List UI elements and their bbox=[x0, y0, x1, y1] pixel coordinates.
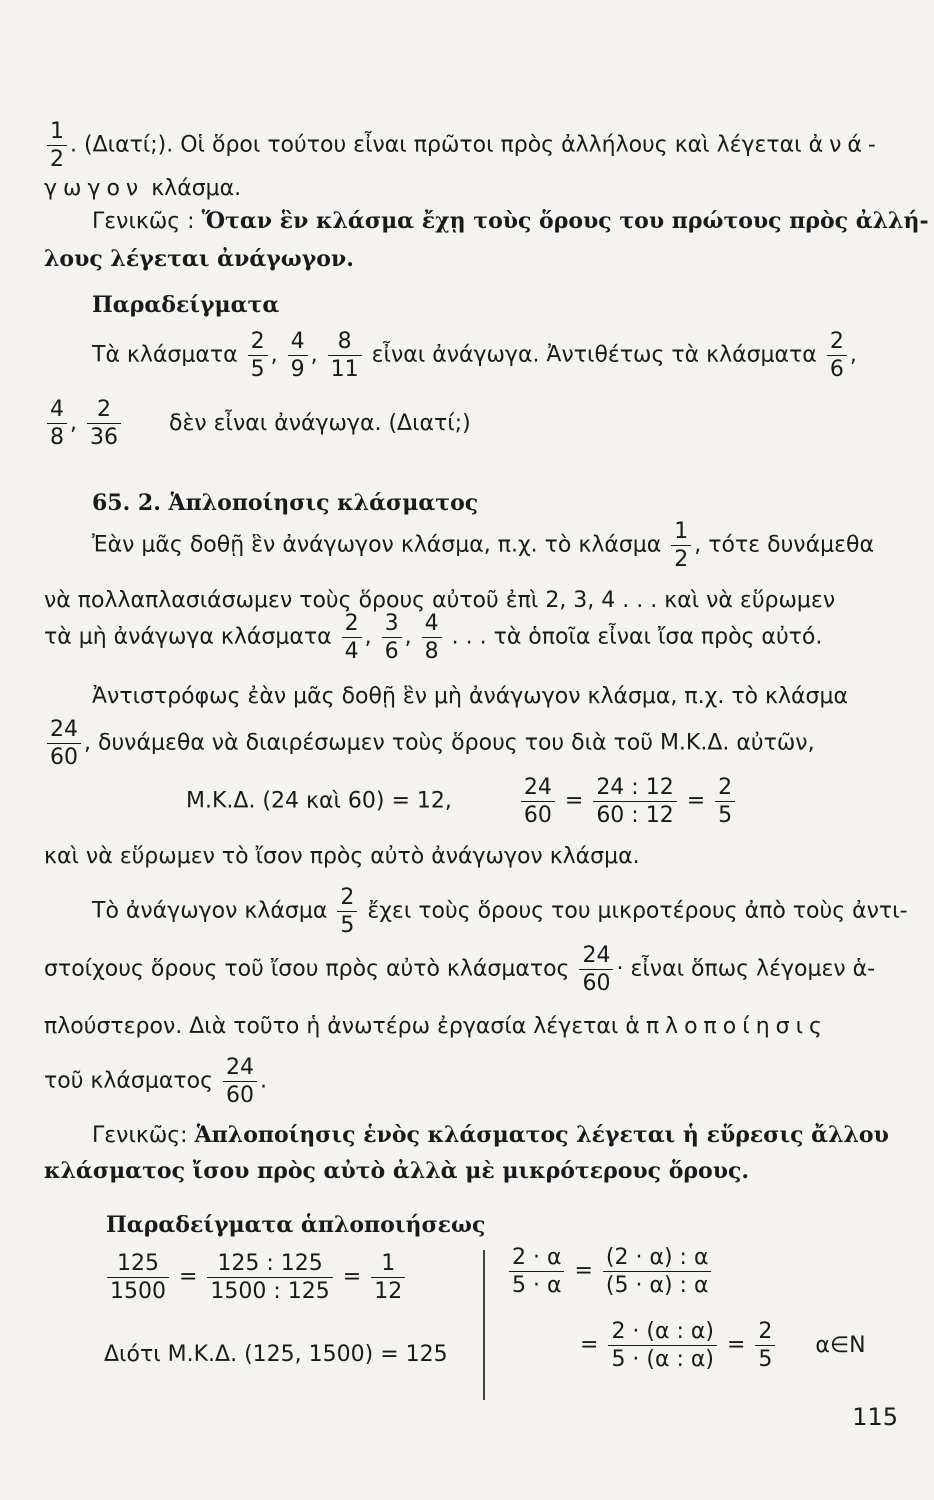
rule-1-line-1 bbox=[92, 210, 929, 233]
term-aplopoiisis: ἁπλοποίησις bbox=[625, 1014, 828, 1039]
examples-text-1: Τὰ κλάσματα bbox=[92, 342, 238, 368]
para-1-text-4: . . . τὰ ὁποῖα εἶναι ἴσα πρὸς αὐτό. bbox=[451, 624, 823, 650]
fraction: $\frac{8}{11}$ bbox=[328, 330, 362, 381]
para-2-line-1: Ἀντιστρόφως ἐὰν μᾶς δοθῇ ἓν μὴ ἀνάγωγον κλάσμα, π.χ. τὸ κλάσμα bbox=[92, 684, 848, 709]
rule-1-text-2: λους λέγεται ἀνάγωγον. bbox=[44, 246, 354, 272]
fraction: $\frac{125}{1500}$ bbox=[107, 1252, 169, 1303]
page-number: 115 bbox=[852, 1403, 898, 1431]
para-3-text-5: πλούστερον. Διὰ τοῦτο ἡ ἀνωτέρω ἐργασία λέγεται bbox=[44, 1014, 619, 1039]
para-1-line-1 bbox=[92, 520, 874, 571]
rule-2-line-2 bbox=[44, 1160, 749, 1183]
para-3-text-1: Τὸ ἀνάγωγον κλάσμα bbox=[92, 898, 328, 924]
gcd-text: Μ.Κ.Δ. (24 καὶ 60) = 12, bbox=[186, 788, 452, 814]
para-1-line-2: νὰ πολλαπλασιάσωμεν τοὺς ὅρους αὐτοῦ ἐπὶ 2, 3, 4 . . . καὶ νὰ εὕρωμεν bbox=[44, 588, 836, 613]
rule-2-text-2: κλάσματος ἴσου πρὸς αὐτὸ ἀλλὰ μὲ μικρότερους ὅρους. bbox=[44, 1158, 750, 1184]
examples-line-1: Τὰ κλάσματα $\frac{2}{5}$ , $\frac{4}{9}$ , $\frac{8}{11}$ εἶναι ἀνάγωγα. Ἀντιθέτως τὰ κλάσματα $\frac{2}{6}$ , bbox=[92, 329, 857, 383]
examples-2-right-equation-1: $\frac{2 \cdot \alpha}{5 \cdot \alpha}$ = $\frac{(2 \cdot \alpha) : \alpha}{(5 \cdot \alpha) : \alpha}$ bbox=[506, 1246, 714, 1297]
intro-text: . (Διατί;). Οἱ ὅροι τούτου εἶναι πρῶτοι πρὸς ἀλλήλους καὶ λέγεται bbox=[70, 132, 802, 158]
fraction-one-half: $\frac{1}{2}$ bbox=[47, 120, 67, 171]
fraction: $\frac{24}{60}$ bbox=[521, 776, 555, 827]
para-3-text-2: ἔχει τοὺς ὅρους του μικροτέρους ἀπὸ τοὺς ἀντι- bbox=[367, 898, 908, 924]
para-2-line-4: καὶ νὰ εὕρωμεν τὸ ἴσον πρὸς αὐτὸ ἀνάγωγον κλάσμα. bbox=[44, 844, 640, 869]
intro-line-1 bbox=[44, 120, 882, 171]
fraction: $\frac{4}{8}$ bbox=[422, 612, 442, 663]
fraction: $\frac{24}{60}$ bbox=[579, 944, 613, 995]
examples-text-2: εἶναι ἀνάγωγα. Ἀντιθέτως τὰ κλάσματα bbox=[371, 342, 817, 368]
fraction: $\frac{4}{8}$ bbox=[47, 398, 67, 449]
examples-heading: Παραδείγματα bbox=[92, 292, 280, 318]
para-3-text-6: τοῦ κλάσματος bbox=[44, 1068, 213, 1094]
para-2-text-2: , δυνάμεθα νὰ διαιρέσωμεν τοὺς ὅρους του διὰ τοῦ Μ.Κ.Δ. αὐτῶν, bbox=[84, 730, 815, 756]
para-3-line-2 bbox=[44, 944, 875, 995]
fraction: $\frac{2}{36}$ bbox=[87, 398, 121, 449]
fraction: $\frac{(2 \cdot \alpha) : \alpha}{(5 \cdot \alpha) : \alpha}$ bbox=[603, 1246, 712, 1297]
intro-text-2: κλάσμα. bbox=[144, 176, 242, 201]
para-1-line-3: τὰ μὴ ἀνάγωγα κλάσματα $\frac{2}{4}$ , $\frac{3}{6}$ , $\frac{4}{8}$ . . . τὰ ὁποῖα εἶναι ἴσα πρὸς αὐτό. bbox=[44, 611, 823, 665]
fraction: $\frac{3}{6}$ bbox=[382, 612, 402, 663]
para-2-line-2 bbox=[44, 718, 815, 769]
rule-2-text-1: Ἁπλοποίησις ἑνὸς κλάσματος λέγεται ἡ εὕρεσις ἄλλου bbox=[194, 1122, 889, 1148]
rule-1-line-2 bbox=[44, 248, 354, 271]
fraction: $\frac{2}{5}$ bbox=[755, 1320, 775, 1371]
fraction: $\frac{1}{2}$ bbox=[671, 520, 691, 571]
para-3-line-4 bbox=[44, 1056, 267, 1107]
term-anagogon-a: ἀνά- bbox=[808, 132, 882, 158]
fraction: $\frac{2}{6}$ bbox=[827, 330, 847, 381]
para-3-line-1 bbox=[92, 886, 908, 937]
fraction: $\frac{24}{60}$ bbox=[47, 718, 81, 769]
fraction: $\frac{2}{5}$ bbox=[715, 776, 735, 827]
section-title: 65. 2. Ἁπλοποίησις κλάσματος bbox=[92, 490, 479, 516]
rule-1-label: Γενικῶς : bbox=[92, 209, 202, 234]
fraction: $\frac{125 : 125}{1500 : 125}$ bbox=[207, 1252, 332, 1303]
column-divider bbox=[483, 1250, 485, 1400]
para-1-text-2: , τότε δυνάμεθα bbox=[694, 532, 874, 558]
term-anagogon-b: γωγον bbox=[44, 176, 145, 201]
examples-2-right-equation-2: = $\frac{2 \cdot (\alpha : \alpha)}{5 \cdot (\alpha : \alpha)}$ = $\frac{2}{5}$ α∈N bbox=[580, 1319, 866, 1373]
fraction: $\frac{24 : 12}{60 : 12}$ bbox=[593, 776, 676, 827]
fraction: $\frac{2}{4}$ bbox=[342, 612, 362, 663]
fraction: $\frac{1}{12}$ bbox=[371, 1252, 405, 1303]
examples-2-left-note: Διότι Μ.Κ.Δ. (125, 1500) = 125 bbox=[104, 1342, 448, 1367]
para-2-gcd-line: Μ.Κ.Δ. (24 καὶ 60) = 12, $\frac{24}{60}$ = $\frac{24 : 12}{60 : 12}$ = $\frac{2}{5}$ bbox=[186, 776, 738, 827]
para-3-text-3: στοίχους ὅρους τοῦ ἴσου πρὸς αὐτὸ κλάσματος bbox=[44, 956, 570, 982]
fraction: $\frac{4}{9}$ bbox=[288, 330, 308, 381]
para-3-line-3 bbox=[44, 1016, 828, 1038]
rule-2-label: Γενικῶς: bbox=[92, 1123, 195, 1148]
alpha-in-n-note: α∈N bbox=[815, 1332, 866, 1358]
fraction: $\frac{2 \cdot (\alpha : \alpha)}{5 \cdot (\alpha : \alpha)}$ bbox=[608, 1320, 717, 1371]
examples-2-heading: Παραδείγματα ἁπλοποιήσεως bbox=[106, 1212, 486, 1238]
examples-text-3: δὲν εἶναι ἀνάγωγα. (Διατί;) bbox=[169, 410, 471, 436]
examples-line-2: $\frac{4}{8}$ , $\frac{2}{36}$ δὲν εἶναι ἀνάγωγα. (Διατί;) bbox=[44, 398, 471, 449]
fraction: $\frac{2}{5}$ bbox=[248, 330, 268, 381]
fraction: $\frac{2 \cdot \alpha}{5 \cdot \alpha}$ bbox=[509, 1246, 564, 1297]
para-3-text-4: · εἶναι ὅπως λέγομεν ἁ- bbox=[616, 956, 876, 982]
rule-2-line-1 bbox=[92, 1124, 889, 1147]
para-3-text-7: . bbox=[259, 1068, 267, 1094]
intro-line-2 bbox=[44, 178, 241, 200]
rule-1-text-1: Ὅταν ἓν κλάσμα ἔχῃ τοὺς ὅρους του πρώτους πρὸς ἀλλή- bbox=[201, 208, 929, 234]
para-1-text-3: τὰ μὴ ἀνάγωγα κλάσματα bbox=[44, 624, 332, 650]
fraction: $\frac{24}{60}$ bbox=[223, 1056, 257, 1107]
fraction: $\frac{2}{5}$ bbox=[337, 886, 357, 937]
examples-2-left-equation: $\frac{125}{1500}$ = $\frac{125 : 125}{1500 : 125}$ = $\frac{1}{12}$ bbox=[104, 1252, 408, 1303]
para-1-text-1: Ἐὰν μᾶς δοθῇ ἓν ἀνάγωγον κλάσμα, π.χ. τὸ κλάσμα bbox=[92, 532, 662, 558]
